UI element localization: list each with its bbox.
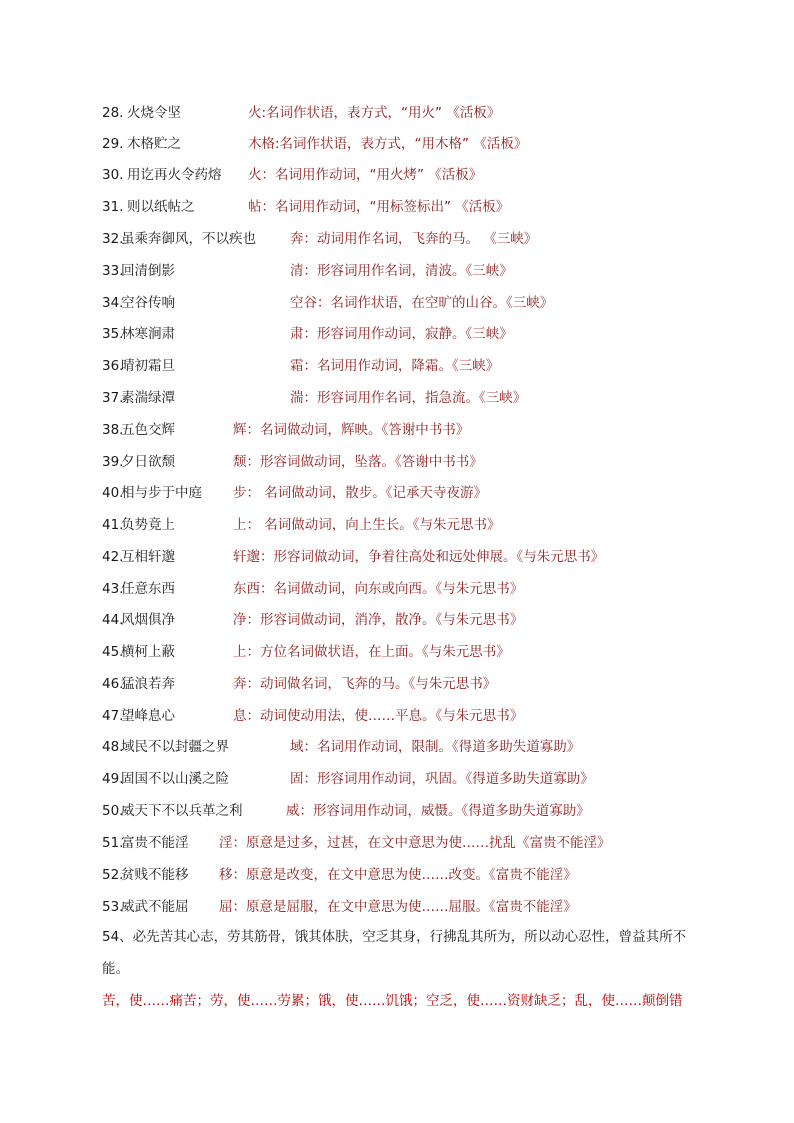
entry-number: 31. [102, 199, 124, 215]
entry-explanation: 霜：名词用作动词，降霜。《三峡》 [290, 358, 500, 374]
entry-phrase: 横柯上蔽 [121, 644, 175, 660]
entry-number: 44. [102, 612, 124, 628]
entry-phrase: 风烟俱净 [121, 612, 175, 628]
entry-explanation: 奔：动词用作名词，飞奔的马。 《三峡》 [290, 231, 538, 247]
entry-phrase: 任意东西 [121, 581, 175, 597]
entry-number: 34. [102, 295, 124, 311]
entry-number: 35. [102, 326, 124, 342]
entry-phrase: 空谷传响 [121, 295, 175, 311]
entry-explanation: 肃：形容词用作动词，寂静。《三峡》 [290, 326, 513, 342]
entry-explanation: 固：形容词用作动词，巩固。《得道多助失道寡助》 [290, 771, 594, 787]
entry-phrase: 木格贮之 [127, 136, 181, 152]
entry-54-explanation: 苦，使……痛苦；劳，使……劳累；饿，使……饥饿；空乏，使……资财缺乏；乱，使……颠倒错 [102, 993, 683, 1009]
entry-row [0, 577, 794, 601]
entry-phrase: 威天下不以兵革之利 [121, 803, 243, 819]
entry-phrase: 则以纸帖之 [127, 199, 195, 215]
entry-row [0, 195, 794, 219]
entry-explanation: 威：形容词用作动词，威慑。《得道多助失道寡助》 [286, 803, 590, 819]
entry-phrase: 负势竟上 [121, 517, 175, 533]
entry-phrase: 五色交辉 [121, 422, 175, 438]
entry-phrase: 回清倒影 [121, 263, 175, 279]
entry-row [0, 450, 794, 474]
entry-row [0, 227, 794, 251]
entry-phrase: 域民不以封疆之界 [121, 739, 229, 755]
entry-row [0, 418, 794, 442]
entry-row [0, 545, 794, 569]
entry-phrase: 林寒涧肃 [121, 326, 175, 342]
entry-number: 28. [102, 105, 124, 121]
entry-number: 40. [102, 485, 124, 501]
entry-number: 47. [102, 708, 124, 724]
entry-explanation: 辉：名词做动词，辉映。《答谢中书书》 [233, 422, 470, 438]
entry-number: 38. [102, 422, 124, 438]
entry-phrase: 互相轩邈 [121, 549, 175, 565]
entry-number: 45. [102, 644, 124, 660]
entry-explanation: 奔：动词做名词，飞奔的马。《与朱元思书》 [233, 676, 497, 692]
entry-row [0, 322, 794, 346]
entry-number: 51. [102, 835, 124, 851]
entry-number: 53. [102, 899, 124, 915]
entry-phrase: 虽乘奔御风，不以疾也 [121, 231, 256, 247]
entry-row [0, 608, 794, 632]
entry-explanation: 淫：原意是过多，过甚，在文中意思为使……扰乱《富贵不能淫》 [219, 835, 611, 851]
entry-explanation: 火:名词作状语，表方式，“用火” 《活板》 [248, 105, 501, 121]
entry-number: 39. [102, 454, 124, 470]
entry-number: 52. [102, 867, 124, 883]
entry-explanation: 木格:名词作状语，表方式，“用木格” 《活板》 [248, 136, 528, 152]
entry-explanation: 域：名词用作动词，限制。《得道多助失道寡助》 [290, 739, 581, 755]
entry-phrase: 望峰息心 [121, 708, 175, 724]
entry-row [0, 799, 794, 823]
entry-number: 29. [102, 136, 124, 152]
entry-row [0, 704, 794, 728]
entry-explanation: 空谷：名词作状语，在空旷的山谷。《三峡》 [290, 295, 554, 311]
entry-54-line-2: 能。 [102, 961, 129, 977]
entry-row [0, 354, 794, 378]
entry-phrase: 火烧令坚 [127, 105, 181, 121]
entry-number: 48. [102, 739, 124, 755]
entry-row [0, 672, 794, 696]
entry-number: 46. [102, 676, 124, 692]
entry-number: 33. [102, 263, 124, 279]
entry-row [0, 259, 794, 283]
entry-number: 36. [102, 358, 124, 374]
entry-explanation: 净：形容词做动词，消净，散净。《与朱元思书》 [233, 612, 524, 628]
entry-phrase: 贫贱不能移 [121, 867, 189, 883]
entry-54-line-1: 54、必先苦其心志，劳其筋骨，饿其体肤，空乏其身，行拂乱其所为，所以动心忍性，曾益其所不 [102, 929, 687, 945]
entry-row [0, 101, 794, 125]
entry-explanation: 湍：形容词用作名词，指急流。《三峡》 [290, 390, 527, 406]
entry-phrase: 素湍绿潭 [121, 390, 175, 406]
entry-explanation: 上：方位名词做状语，在上面。《与朱元思书》 [233, 644, 510, 660]
entry-row [0, 291, 794, 315]
entry-number: 32. [102, 231, 124, 247]
entry-row [0, 863, 794, 887]
entry-explanation: 帖：名词用作动词，“用标签标出” 《活板》 [248, 199, 510, 215]
entry-row [0, 831, 794, 855]
entry-phrase: 晴初霜旦 [121, 358, 175, 374]
entry-phrase: 固国不以山溪之险 [121, 771, 229, 787]
entry-row [0, 163, 794, 187]
entry-explanation: 移：原意是改变，在文中意思为使……改变。《富贵不能淫》 [219, 867, 577, 883]
entry-number: 37. [102, 390, 124, 406]
entry-explanation: 上： 名词做动词，向上生长。《与朱元思书》 [233, 517, 501, 533]
entry-explanation: 屈：原意是屈服，在文中意思为使……屈服。《富贵不能淫》 [219, 899, 577, 915]
entry-explanation: 清：形容词用作名词，清波。《三峡》 [290, 263, 513, 279]
entry-row [0, 132, 794, 156]
entry-explanation: 东西：名词做动词，向东或向西。《与朱元思书》 [233, 581, 524, 597]
entry-number: 43. [102, 581, 124, 597]
entry-number: 50. [102, 803, 124, 819]
entry-row [0, 735, 794, 759]
entry-explanation: 轩邈：形容词做动词，争着往高处和远处伸展。《与朱元思书》 [233, 549, 605, 565]
entry-row [0, 895, 794, 919]
entry-phrase: 相与步于中庭 [121, 485, 202, 501]
entry-number: 30. [102, 167, 124, 183]
entry-phrase: 富贵不能淫 [121, 835, 189, 851]
entry-phrase: 威武不能屈 [121, 899, 189, 915]
entry-explanation: 颓：形容词做动词，坠落。《答谢中书书》 [233, 454, 483, 470]
entry-row [0, 640, 794, 664]
entry-explanation: 火：名词用作动词，“用火烤” 《活板》 [248, 167, 483, 183]
entry-number: 49. [102, 771, 124, 787]
entry-phrase: 猛浪若奔 [121, 676, 175, 692]
entry-number: 41. [102, 517, 124, 533]
entry-phrase: 夕日欲颓 [121, 454, 175, 470]
entry-number: 42. [102, 549, 124, 565]
entry-row [0, 386, 794, 410]
entry-phrase: 用讫再火令药熔 [127, 167, 222, 183]
entry-explanation: 步： 名词做动词，散步。《记承天寺夜游》 [233, 485, 488, 501]
entry-row [0, 481, 794, 505]
entry-row [0, 513, 794, 537]
entry-explanation: 息：动词使动用法，使……平息。《与朱元思书》 [233, 708, 524, 724]
entry-row [0, 767, 794, 791]
